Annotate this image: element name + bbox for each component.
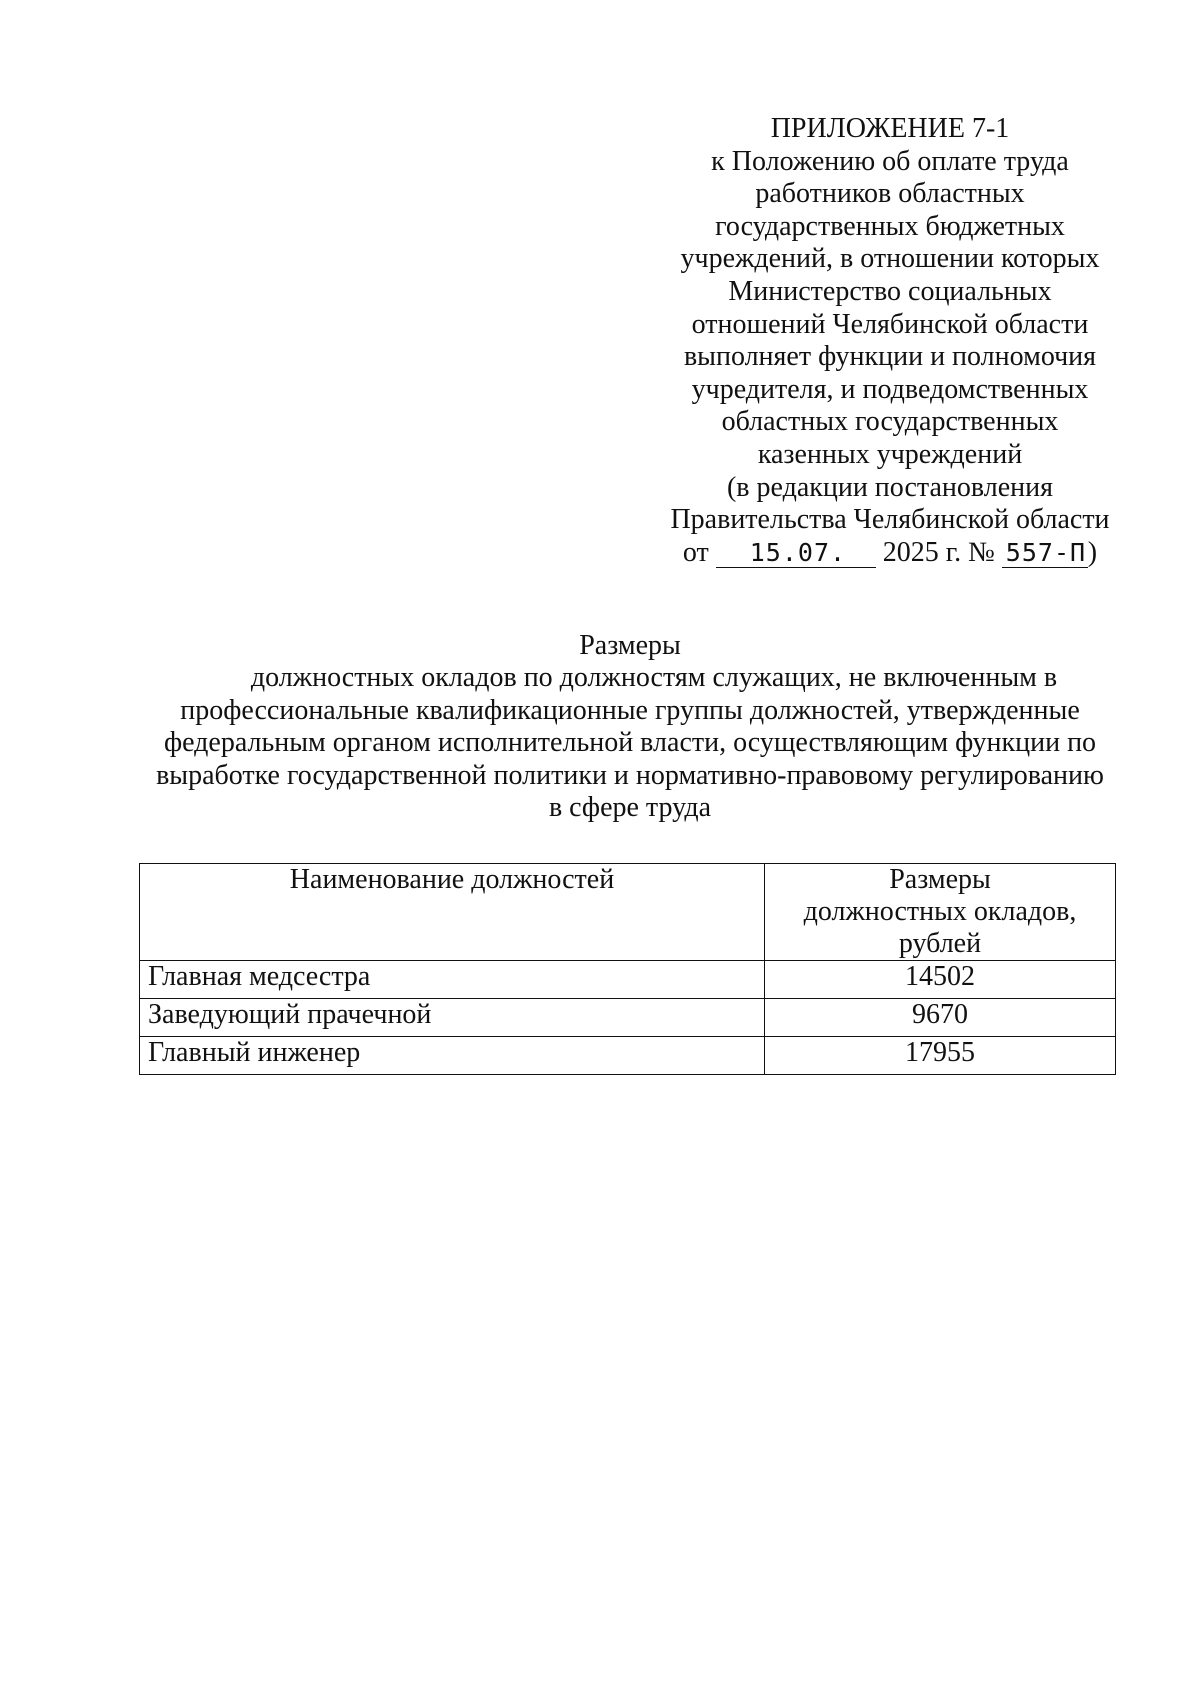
appendix-line: отношений Челябинской области xyxy=(691,308,1089,340)
document-title xyxy=(140,630,1120,824)
salary-table xyxy=(139,863,1116,1075)
title-line: в сфере труда xyxy=(548,792,712,824)
resolution-number-field: 557-П xyxy=(1002,539,1088,568)
title-line: должностных окладов по должностям служащих, не включенным в xyxy=(250,662,1058,694)
date-prefix: от xyxy=(682,536,709,568)
appendix-line: Министерство социальных xyxy=(728,275,1052,307)
appendix-line: областных государственных xyxy=(721,406,1059,438)
column-header-line: рублей xyxy=(898,928,982,959)
salary-value: 17955 xyxy=(765,1037,1116,1075)
year-text: 2025 г. № xyxy=(882,536,995,568)
table-row xyxy=(140,999,1116,1037)
closing-paren: ) xyxy=(1087,536,1098,568)
table-header-row xyxy=(140,864,1116,961)
position-name: Заведующий прачечной xyxy=(140,999,765,1037)
column-header-line: Размеры xyxy=(889,864,991,895)
resolution-date-field: 15.07. xyxy=(716,539,876,568)
appendix-title: ПРИЛОЖЕНИЕ 7-1 xyxy=(770,113,1010,144)
position-name: Главная медсестра xyxy=(140,961,765,999)
table-row xyxy=(140,961,1116,999)
column-header-position: Наименование должностей xyxy=(140,864,765,961)
title-line: профессиональные квалификационные группы должностей, утвержденные xyxy=(180,694,1080,726)
title-line: федеральным органом исполнительной власти, осуществляющим функции по xyxy=(163,727,1097,759)
appendix-line: (в редакции постановления xyxy=(726,471,1054,503)
salary-value: 14502 xyxy=(765,961,1116,999)
resolution-date-line xyxy=(660,537,1120,570)
title-heading: Размеры xyxy=(579,630,681,661)
table-row xyxy=(140,1037,1116,1075)
appendix-line: учредителя, и подведомственных xyxy=(691,373,1089,405)
appendix-line: учреждений, в отношении которых xyxy=(680,243,1100,275)
appendix-line: Правительства Челябинской области xyxy=(670,504,1110,536)
appendix-line: к Положению об оплате труда xyxy=(711,145,1069,177)
appendix-line: государственных бюджетных xyxy=(715,210,1065,242)
column-header-salary xyxy=(765,864,1116,961)
appendix-line: работников областных xyxy=(755,178,1025,210)
appendix-line: выполняет функции и полномочия xyxy=(683,341,1097,373)
salary-value: 9670 xyxy=(765,999,1116,1037)
position-name: Главный инженер xyxy=(140,1037,765,1075)
title-line: выработке государственной политики и нормативно-правовому регулированию xyxy=(156,759,1104,791)
column-header-line: должностных окладов, xyxy=(803,896,1077,927)
appendix-line: казенных учреждений xyxy=(757,438,1023,470)
appendix-header xyxy=(660,113,1120,569)
